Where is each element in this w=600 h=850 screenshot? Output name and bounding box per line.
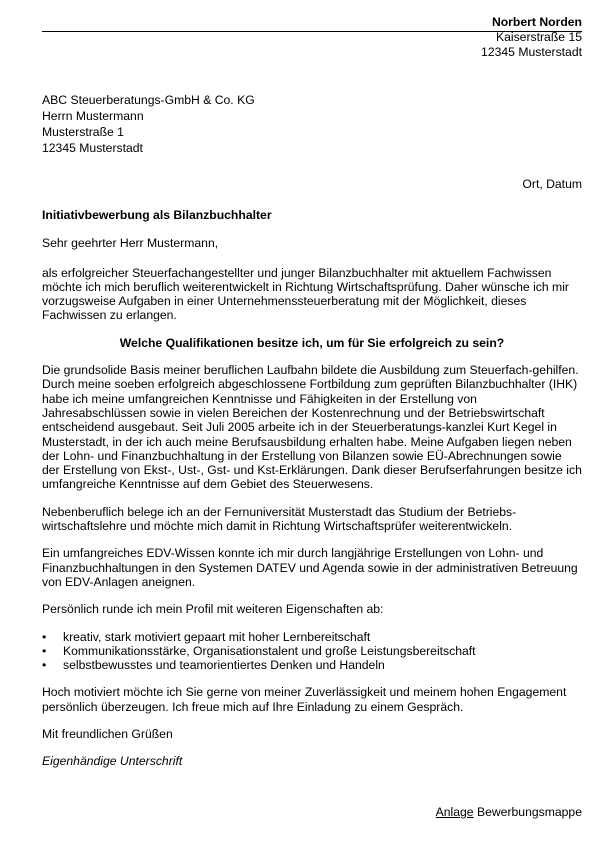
recipient-company: ABC Steuerberatungs-GmbH & Co. KG: [42, 93, 255, 107]
qualities-list: [42, 630, 582, 673]
list-item: [42, 630, 582, 644]
sender-address: [481, 15, 582, 60]
letter-body: [42, 208, 582, 769]
header-divider: [42, 31, 582, 32]
sender-street: Kaiserstraße 15: [495, 30, 582, 44]
qualifications-question: Welche Qualifikationen besitze ich, um für Sie erfolgreich zu sein?: [119, 335, 505, 350]
bullet-icon: •: [42, 658, 47, 673]
bullet-icon: •: [42, 629, 47, 644]
intro-paragraph: als erfolgreicher Steuerfachangestellter und junger Bilanzbuchhalter mit aktuellem Fachwissen möchte ich mich beruflich weiterentwickelt in Richtung Wirtschaftsprüfung. Daher wünsche ich mir vorzugsweise Aufgaben in einer Unternehmenssteuerberatung mit der Möglichkeit, dieses Fachwissen zu erlangen.: [42, 265, 569, 323]
list-item-text: selbstbewusstes und teamorientiertes Denken und Handeln: [63, 658, 385, 673]
recipient-city: 12345 Musterstadt: [42, 141, 143, 155]
attachment-label: Anlage: [435, 805, 474, 819]
bullet-icon: •: [42, 643, 47, 658]
place-date: Ort, Datum: [522, 177, 582, 191]
recipient-address: [42, 92, 255, 156]
sender-name: Norbert Norden: [491, 15, 582, 29]
attachment-text: Bewerbungsmappe: [476, 805, 582, 819]
recipient-street: Musterstraße 1: [42, 125, 124, 139]
it-skills-paragraph: Ein umfangreiches EDV-Wissen konnte ich mir durch langjährige Erstellungen von Lohn- und Finanzbuchhaltungen in den Systemen DATEV und Agenda sowie in der administrativen Betreuung von EDV-Anlagen aneignen.: [42, 546, 578, 589]
recipient-person: Herrn Mustermann: [42, 109, 144, 123]
profile-intro-paragraph: Persönlich runde ich mein Profil mit weiteren Eigenschaften ab:: [42, 602, 384, 617]
closing-paragraph: Hoch motiviert möchte ich Sie gerne von meiner Zuverlässigkeit und meinem hohen Engagement persönlich überzeugen. Ich freue mich auf Ihre Einladung zu einem Gespräch.: [42, 685, 567, 714]
list-item-text: Kommunikationsstärke, Organisationstalent und große Leistungsbereitschaft: [63, 643, 476, 658]
list-item: [42, 658, 582, 672]
list-item-text: kreativ, stark motiviert gepaart mit hoher Lernbereitschaft: [63, 629, 371, 644]
salutation: Sehr geehrter Herr Mustermann,: [42, 236, 219, 251]
attachment-note: [436, 805, 582, 819]
subject-line: Initiativbewerbung als Bilanzbuchhalter: [42, 208, 272, 222]
study-paragraph: Nebenberuflich belege ich an der Fernuniversität Musterstadt das Studium der Betriebs-wirtschaftslehre und möchte mich damit in Richtung Wirtschaftsprüfer weiterentwickeln.: [42, 504, 517, 534]
signature-placeholder: Eigenhändige Unterschrift: [42, 754, 183, 769]
closing-greeting: Mit freundlichen Grüßen: [42, 727, 173, 742]
career-paragraph: Die grundsolide Basis meiner beruflichen Laufbahn bildete die Ausbildung zum Steuerfach-gehilfen. Durch meine soeben erfolgreich abgeschlossene Fortbildung zum geprüften Bilanzbuchhalter (IHK) habe ich meine umfangreichen Kenntnisse und Fähigkeiten in der Erstellung von Jahresabschlüssen sowie in vielen Bereichen der Kostenrechnung und der Betriebswirtschaft entscheidend ausgebaut. Seit Juli 2005 arbeite ich in der Steuerberatungs-kanzlei Kurt Kegel in Musterstadt, in der ich auch meine Berufsausbildung erhalten habe. Meine Aufgaben liegen neben der Lohn- und Finanzbuchhaltung in der Erstellung von Bilanzen sowie EÜ-Abrechnungen sowie der Erstellung von Ekst-, Ust-, Gst- und Kst-Erklärungen. Dank dieser Berufserfahrungen besitze ich umfangreiche Kenntnisse auf dem Gebiet des Steuerwesens.: [42, 363, 582, 492]
sender-city: 12345 Musterstadt: [481, 45, 582, 59]
list-item: [42, 644, 582, 658]
